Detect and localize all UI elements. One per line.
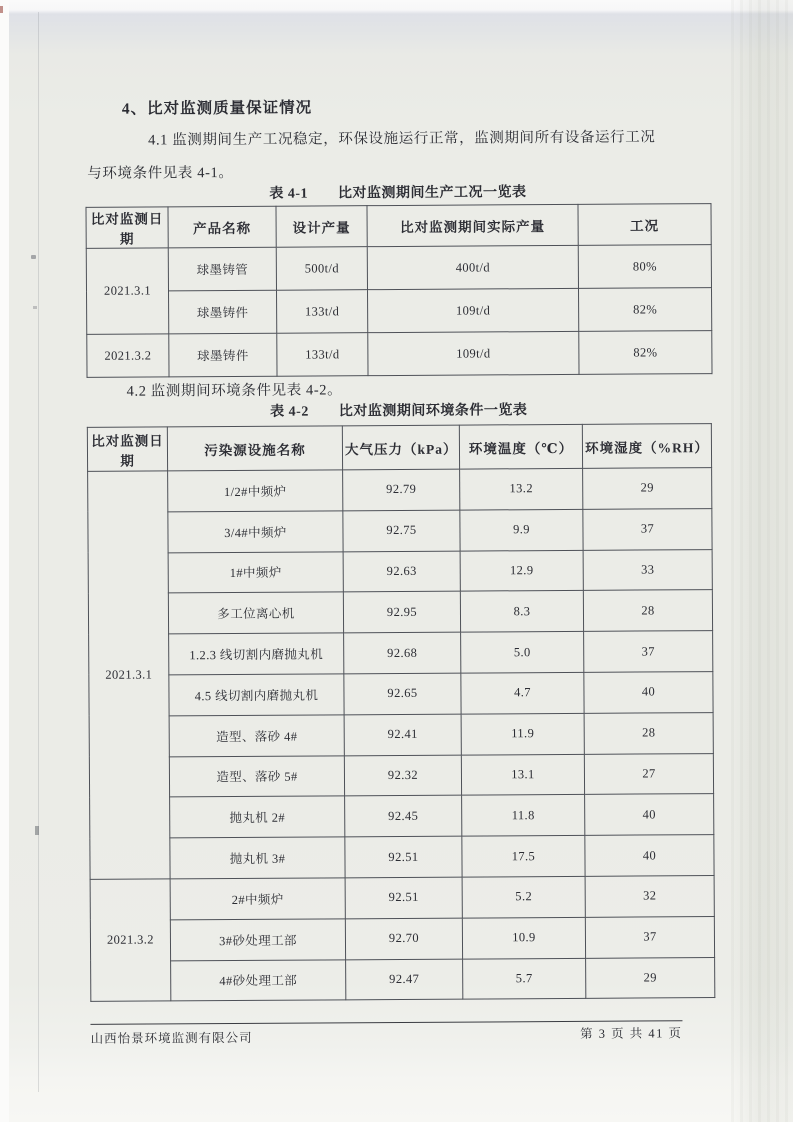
table-row [88,590,712,635]
table-row [89,672,713,717]
t2-facility: 造型、落砂 4# [169,715,344,757]
t2-humidity: 29 [586,957,715,999]
t1-design: 133t/d [277,290,368,334]
table-row [89,631,713,676]
table-row [86,245,711,292]
table1-header-load: 工况 [578,204,711,246]
t1-load: 82% [578,288,711,332]
t2-pressure: 92.41 [344,714,461,756]
t2-pressure: 92.95 [343,592,460,634]
table-row [91,957,715,1002]
table-production-conditions [85,203,712,378]
t1-actual: 109t/d [367,288,578,332]
t1-design: 500t/d [276,247,367,291]
t2-pressure: 92.45 [345,795,462,837]
page-footer [90,1020,682,1047]
t2-humidity: 37 [585,916,714,958]
section-heading: 4、比对监测质量保证情况 [121,99,313,118]
t2-facility: 1#中频炉 [168,551,343,593]
table-row [87,331,712,378]
t2-pressure: 92.65 [344,673,461,715]
t2-date: 2021.3.2 [90,879,171,1002]
t2-humidity: 37 [583,508,712,550]
t2-facility: 多工位离心机 [168,592,343,634]
table1-header-product: 产品名称 [168,206,276,248]
table-row [88,549,712,594]
t2-pressure: 92.47 [346,959,463,1001]
table1-caption-title: 比对监测期间生产工况一览表 [337,185,527,202]
footer-company-name: 山西怡景环境监测有限公司 [90,1030,253,1046]
t2-temperature: 5.7 [463,958,586,1000]
t2-humidity: 29 [583,468,712,510]
table-row [90,916,714,961]
t2-humidity: 32 [585,876,714,918]
table1-header-date: 比对监测日期 [86,207,168,249]
t1-product: 球墨铸件 [169,333,277,377]
t2-temperature: 11.8 [462,795,585,837]
t2-pressure: 92.32 [344,755,461,797]
footer-page-number: 第 3 页 共 41 页 [580,1026,683,1041]
t2-facility: 1.2.3 线切割内磨抛丸机 [169,633,344,675]
t2-humidity: 27 [584,753,713,795]
t2-temperature: 10.9 [462,917,585,959]
t2-humidity: 40 [585,835,714,877]
t1-product: 球墨铸件 [169,290,277,334]
t2-humidity: 40 [584,672,713,714]
t2-facility: 2#中频炉 [170,878,345,920]
t2-pressure: 92.75 [343,510,460,552]
t2-temperature: 12.9 [460,550,583,592]
t2-facility: 3/4#中频炉 [168,511,343,553]
t2-temperature: 5.2 [462,876,585,918]
t1-actual: 400t/d [367,245,578,289]
t2-pressure: 92.63 [343,551,460,593]
table2-header-facility: 污染源设施名称 [167,426,342,471]
t2-humidity: 37 [584,631,713,673]
t2-temperature: 9.9 [460,509,583,551]
t2-humidity: 28 [584,712,713,754]
paragraph-4-1-line1: 4.1 监测期间生产工况稳定，环保设施运行正常，监测期间所有设备运行工况 [148,129,656,149]
t1-product: 球墨铸管 [168,247,276,291]
table2-header-temperature: 环境温度（℃） [459,424,582,469]
table2-header-humidity: 环境湿度（%RH） [582,424,711,469]
t2-humidity: 40 [585,794,714,836]
table-row [90,835,714,880]
paragraph-4-1-line2: 与环境条件见表 4-1。 [87,164,234,182]
table2-header-date: 比对监测日期 [87,427,167,471]
t2-pressure: 92.70 [345,918,462,960]
t2-temperature: 13.1 [461,754,584,796]
table1-header-row [86,204,711,249]
t2-temperature: 5.0 [461,632,584,674]
table2-caption-title: 比对监测期间环境条件一览表 [338,403,528,420]
t2-facility: 1/2#中频炉 [168,470,343,512]
paragraph-4-2: 4.2 监测期间环境条件见表 4-2。 [126,382,343,400]
table2-caption [87,398,711,422]
table1-caption-label: 表 4-1 [269,186,309,202]
table-row [88,468,712,513]
t2-facility: 抛丸机 3# [170,837,345,879]
t2-date: 2021.3.1 [88,471,170,879]
table1-header-actual-output: 比对监测期间实际产量 [367,204,578,246]
t2-pressure: 92.79 [343,469,460,511]
t2-facility: 造型、落砂 5# [169,755,344,797]
t2-temperature: 8.3 [460,591,583,633]
t1-actual: 109t/d [368,331,579,375]
t2-humidity: 28 [583,590,712,632]
t2-facility: 4#砂处理工部 [171,959,346,1001]
table1-header-design-output: 设计产量 [276,206,367,248]
table2-header-row [87,424,711,472]
t1-load: 82% [579,331,712,375]
t1-date: 2021.3.2 [87,334,169,378]
table-row [90,876,714,921]
t2-pressure: 92.51 [345,877,462,919]
t2-pressure: 92.68 [344,632,461,674]
t1-design: 133t/d [277,333,368,377]
t2-temperature: 4.7 [461,672,584,714]
table-row [87,288,712,335]
table-row [88,508,712,553]
table2-caption-label: 表 4-2 [270,404,309,420]
t2-facility: 抛丸机 2# [170,796,345,838]
table-environment-conditions [87,423,716,1002]
table1-caption [85,180,710,204]
t1-load: 80% [578,245,711,289]
table2-header-pressure: 大气压力（kPa） [342,425,459,470]
table-row [89,712,713,757]
t1-date: 2021.3.1 [86,248,169,334]
t2-temperature: 13.2 [460,468,583,510]
t2-humidity: 33 [583,549,712,591]
t2-temperature: 17.5 [462,836,585,878]
t2-facility: 4.5 线切割内磨抛丸机 [169,674,344,716]
t2-facility: 3#砂处理工部 [170,919,345,961]
t2-temperature: 11.9 [461,713,584,755]
table-row [89,753,713,798]
t2-pressure: 92.51 [345,836,462,878]
table-row [90,794,714,839]
